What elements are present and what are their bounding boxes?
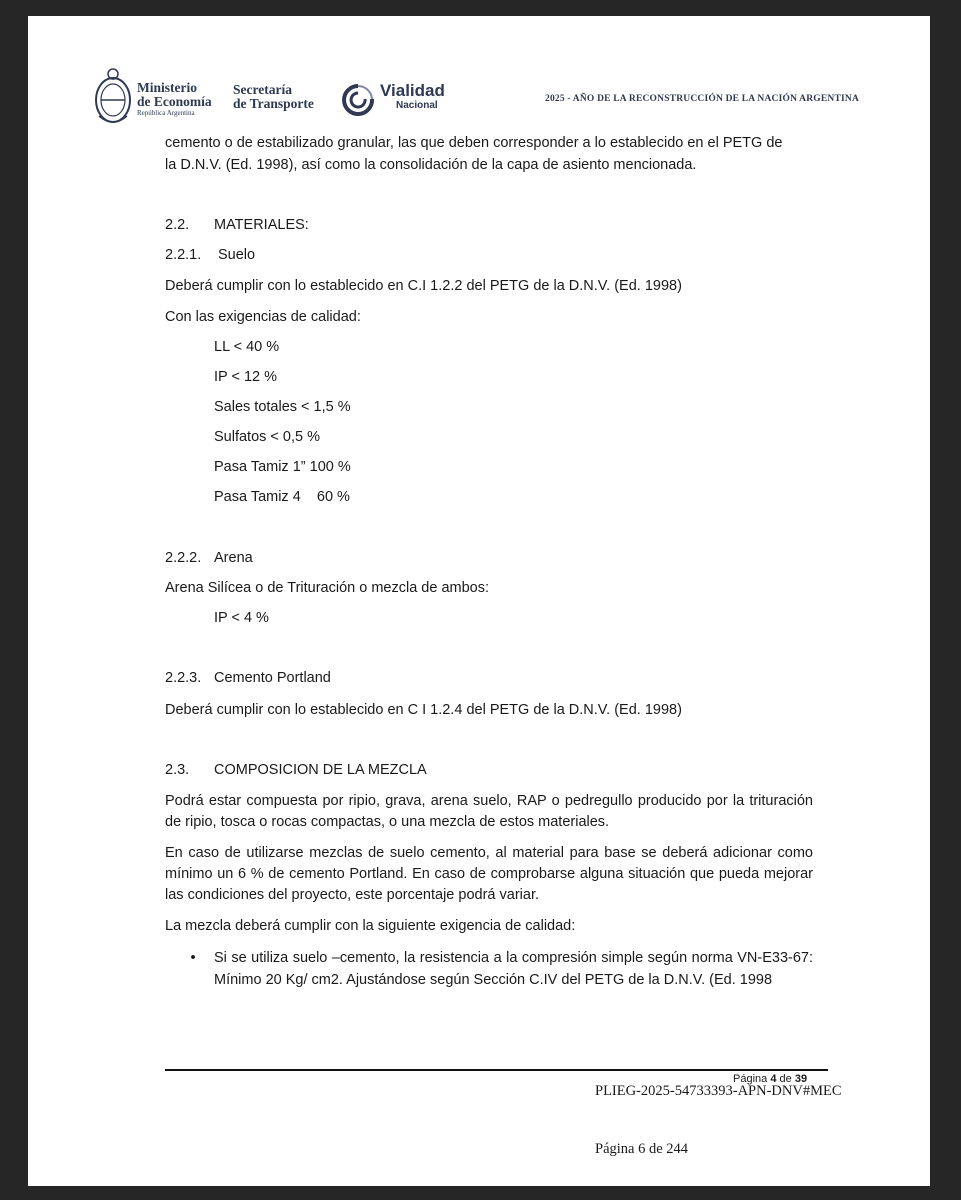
bullet-text: Si se utiliza suelo –cemento, la resistencia a la compresión simple según norma VN-E33-67: Mínimo 20 Kg/ cm2. Ajustándose según Sección C.IV del PETG de la D.N.V. (Ed. 1998	[214, 950, 813, 988]
requirement-item: LL < 40 %	[214, 339, 280, 355]
vialidad-swirl-icon	[338, 82, 378, 116]
section-2-3-heading	[165, 760, 427, 781]
section-number: 2.2.3.	[165, 670, 202, 686]
requirement-item: Sales totales < 1,5 %	[214, 399, 351, 415]
list-item	[165, 947, 815, 1017]
section-title: Suelo	[218, 247, 256, 263]
page-total: 39	[794, 1073, 808, 1085]
section-number: 2.3.	[165, 762, 190, 778]
document-id: PLIEG-2025-54733393-APN-DNV#MEC	[595, 1083, 842, 1099]
document-page	[28, 16, 930, 1186]
composicion-paragraph-1: Podrá estar compuesta por ripio, grava, arena suelo, RAP o pedregullo producido por la trituración de ripio, tosca o rocas compactas, o una mezcla de estos materiales.	[165, 793, 813, 830]
ministerio-line1: Ministerio	[137, 80, 197, 95]
vialidad-line1: Vialidad	[380, 81, 445, 100]
suelo-requirements-intro: Con las exigencias de calidad:	[165, 309, 361, 325]
arena-requirement: IP < 4 %	[214, 610, 269, 626]
section-title: Cemento Portland	[214, 670, 331, 686]
intro-line-1: cemento o de estabilizado granular, las que deben corresponder a lo establecido en el PETG de	[165, 135, 783, 151]
cemento-text: Deberá cumplir con lo establecido en C I 1.2.4 del PETG de la D.N.V. (Ed. 1998)	[165, 702, 682, 718]
requirement-item: Sulfatos < 0,5 %	[214, 429, 320, 445]
national-seal-icon	[93, 66, 133, 128]
section-title: Arena	[214, 550, 253, 566]
ministerio-line2: de Economía	[137, 94, 212, 109]
section-number: 2.2.1.	[165, 247, 202, 263]
arena-text: Arena Silícea o de Trituración o mezcla de ambos:	[165, 580, 489, 596]
section-number: 2.2.	[165, 217, 190, 233]
bullet-icon: •	[190, 950, 196, 966]
section-2-2-3-heading	[165, 668, 331, 689]
footer-divider	[165, 1069, 828, 1071]
composicion-paragraph-2: En caso de utilizarse mezclas de suelo cemento, al material para base se deberá adicionar como mínimo un 6 % de cemento Portland. En caso de comprobarse alguna situación que pueda mejorar las condiciones del proyecto, este porcentaje podrá variar.	[165, 845, 813, 903]
composicion-paragraph-3: La mezcla deberá cumplir con la siguiente exigencia de calidad:	[165, 918, 576, 934]
ministerio-sub: República Argentina	[137, 109, 195, 117]
requirement-item: Pasa Tamiz 1” 100 %	[214, 459, 351, 475]
header-motto: 2025 - AÑO DE LA RECONSTRUCCIÓN DE LA NACIÓN ARGENTINA	[545, 94, 860, 104]
section-number: 2.2.2.	[165, 550, 202, 566]
vialidad-line2: Nacional	[396, 100, 438, 111]
secretaria-line2: de Transporte	[233, 96, 314, 111]
outer-page-number: Página 6 de 244	[595, 1141, 689, 1157]
page-label: Página	[733, 1073, 768, 1085]
section-2-2-2-heading	[165, 548, 253, 569]
intro-line-2: la D.N.V. (Ed. 1998), así como la consolidación de la capa de asiento mencionada.	[165, 157, 697, 173]
requirement-item: IP < 12 %	[214, 369, 278, 385]
requirement-item: Pasa Tamiz 4 60 %	[214, 489, 350, 505]
section-2-2-1-heading	[165, 245, 255, 266]
section-2-2-heading	[165, 215, 309, 236]
vialidad-logo-text	[380, 82, 445, 111]
page-header	[93, 66, 873, 136]
secretaria-logo-text	[233, 83, 314, 111]
ministerio-logo-text	[137, 81, 212, 118]
page-current: 4	[770, 1073, 777, 1085]
secretaria-line1: Secretaría	[233, 82, 292, 97]
section-title: COMPOSICION DE LA MEZCLA	[214, 762, 427, 778]
page-de: de	[779, 1073, 792, 1085]
section-title: MATERIALES:	[214, 217, 309, 233]
suelo-text: Deberá cumplir con lo establecido en C.I 1.2.2 del PETG de la D.N.V. (Ed. 1998)	[165, 278, 682, 294]
